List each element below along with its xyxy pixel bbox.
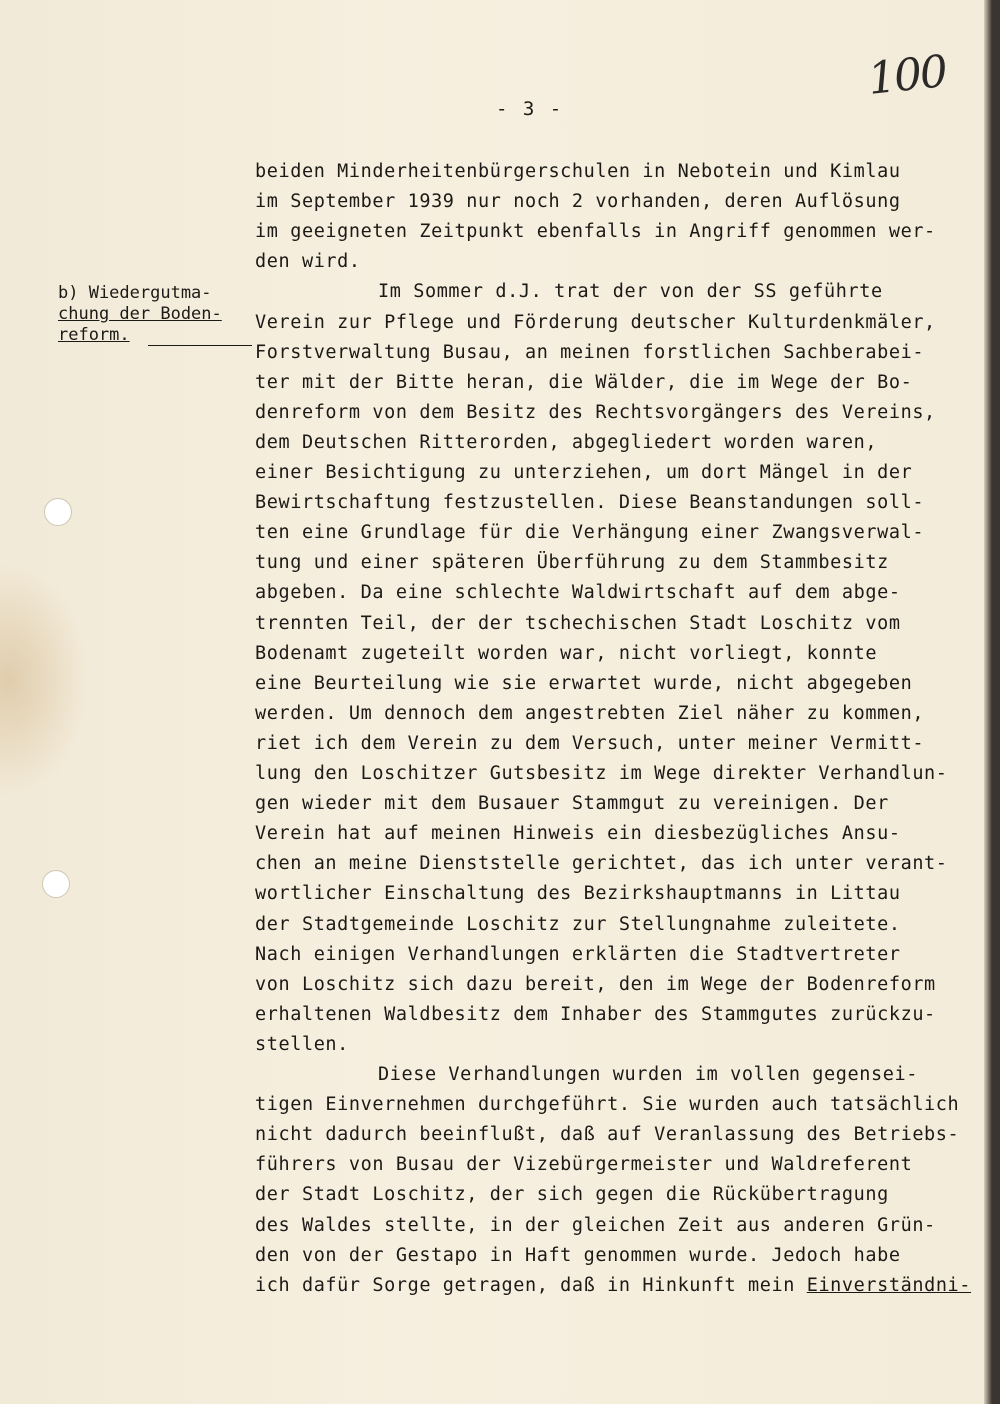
body-line-text: Diese Verhandlungen wurden im vollen gegensei- <box>378 1064 918 1085</box>
body-line-text: wortlicher Einschaltung des Bezirkshauptmanns in Littau <box>255 883 901 905</box>
body-line-text: den von der Gestapo in Haft genommen wurde. Jedoch habe <box>255 1244 901 1266</box>
body-line <box>255 883 901 904</box>
body-line <box>255 191 901 212</box>
body-line <box>255 944 901 965</box>
body-line <box>378 281 883 302</box>
body-line <box>255 1275 971 1296</box>
body-line-text: der Stadtgemeinde Loschitz zur Stellungnahme zuleitete. <box>255 913 901 935</box>
body-line-text: tigen Einvernehmen durchgeführt. Sie wurden auch tatsächlich <box>255 1094 960 1116</box>
body-line-text: tung und einer späteren Überführung zu dem Stammbesitz <box>255 552 889 574</box>
body-line-text: führers von Busau der Vizebürgermeister und Waldreferent <box>255 1154 913 1176</box>
body-line-text: der Stadt Loschitz, der sich gegen die Rückübertragung <box>255 1184 889 1206</box>
body-line <box>255 161 901 182</box>
body-line <box>255 1184 889 1205</box>
body-line <box>255 372 912 393</box>
body-line <box>378 1064 918 1085</box>
margin-heading <box>58 283 258 346</box>
body-line <box>255 733 924 754</box>
body-line <box>255 582 901 603</box>
body-line-text: im geeigneten Zeitpunkt ebenfalls in Angriff genommen wer- <box>255 221 936 243</box>
folio-number: 100 <box>865 46 949 105</box>
body-line-text: dem Deutschen Ritterorden, abgegliedert worden waren, <box>255 431 878 453</box>
body-line-text: Forstverwaltung Busau, an meinen forstlichen Sachberabei- <box>255 341 925 363</box>
body-line <box>255 432 877 453</box>
paper-stain <box>0 560 90 800</box>
body-line-text: Bodenamt zugeteilt worden war, nicht vorliegt, konnte <box>255 642 878 664</box>
body-line-text: Verein zur Pflege und Förderung deutscher Kulturdenkmäler, <box>255 311 936 333</box>
body-line-text: Nach einigen Verhandlungen erklärten die Stadtvertreter <box>255 943 901 965</box>
body-line <box>255 643 877 664</box>
margin-heading-line: chung der Boden- <box>58 304 222 324</box>
body-line <box>255 1094 959 1115</box>
body-line <box>255 1124 959 1145</box>
body-line-text: erhaltenen Waldbesitz dem Inhaber des Stammgutes zurückzu- <box>255 1003 936 1025</box>
page-number: - 3 - <box>496 98 564 120</box>
body-line-text: eine Beurteilung wie sie erwartet wurde, nicht abgegeben <box>255 672 913 694</box>
underlined-word: Einverständni- <box>806 1274 972 1296</box>
body-line <box>255 402 936 423</box>
body-line <box>255 613 901 634</box>
body-line <box>255 823 901 844</box>
body-line-text: ich dafür Sorge getragen, daß in Hinkunft mein <box>255 1274 795 1296</box>
body-line <box>255 251 361 272</box>
body-line <box>255 793 889 814</box>
body-line-text: abgeben. Da eine schlechte Waldwirtschaft auf dem abge- <box>255 582 901 604</box>
body-line <box>255 492 924 513</box>
body-line-text: Im Sommer d.J. trat der von der SS geführte <box>378 281 883 303</box>
punch-hole-top <box>44 498 72 526</box>
body-line <box>255 552 889 573</box>
body-line-text: gen wieder mit dem Busauer Stammgut zu vereinigen. Der <box>255 793 889 815</box>
body-line <box>255 1215 936 1236</box>
punch-hole-bottom <box>42 870 70 898</box>
body-line-text: des Waldes stellte, in der gleichen Zeit aus anderen Grün- <box>255 1214 936 1236</box>
body-line <box>255 342 924 363</box>
body-line <box>255 974 936 995</box>
margin-heading-line: b) Wiedergutma- <box>58 283 212 303</box>
page-edge <box>984 0 992 1404</box>
body-line-text: den wird. <box>255 251 361 273</box>
body-line <box>255 1245 901 1266</box>
margin-heading-rule <box>148 345 252 346</box>
body-line <box>255 312 936 333</box>
body-line-text: von Loschitz sich dazu bereit, den im Wege der Bodenreform <box>255 973 936 995</box>
body-line <box>255 763 948 784</box>
body-line <box>255 522 924 543</box>
body-line <box>255 1004 936 1025</box>
body-line-text: chen an meine Dienststelle gerichtet, das ich unter verant- <box>255 853 948 875</box>
body-line-text: lung den Loschitzer Gutsbesitz im Wege direkter Verhandlun- <box>255 763 948 784</box>
body-line-text: denreform von dem Besitz des Rechtsvorgängers des Vereins, <box>255 401 936 423</box>
body-line-text: Verein hat auf meinen Hinweis ein diesbezügliches Ansu- <box>255 823 901 845</box>
body-line <box>255 1154 912 1175</box>
body-line-text: ten eine Grundlage für die Verhängung einer Zwangsverwal- <box>255 522 925 544</box>
body-line <box>255 673 912 694</box>
body-line-text: werden. Um dennoch dem angestrebten Ziel näher zu kommen, <box>255 702 925 724</box>
body-line <box>255 221 936 242</box>
body-line <box>255 914 901 935</box>
body-line-text: nicht dadurch beeinflußt, daß auf Veranlassung des Betriebs- <box>255 1124 960 1146</box>
body-line-text: im September 1939 nur noch 2 vorhanden, deren Auflösung <box>255 191 901 213</box>
body-line-text: Bewirtschaftung festzustellen. Diese Beanstandungen soll- <box>255 492 925 514</box>
body-line-text: ter mit der Bitte heran, die Wälder, die im Wege der Bo- <box>255 371 913 393</box>
body-line-text: riet ich dem Verein zu dem Versuch, unter meiner Vermitt- <box>255 732 925 754</box>
margin-heading-line: reform. <box>58 325 130 345</box>
body-line-text: einer Besichtigung zu unterziehen, um dort Mängel in der <box>255 462 913 483</box>
body-line <box>255 703 924 724</box>
body-line-text: beiden Minderheitenbürgerschulen in Nebotein und Kimlau <box>255 161 901 182</box>
body-line-text: trennten Teil, der der tschechischen Stadt Loschitz vom <box>255 612 901 634</box>
body-line-text: stellen. <box>255 1033 349 1055</box>
body-line <box>255 462 912 483</box>
body-line <box>255 853 948 874</box>
body-line <box>255 1034 349 1055</box>
